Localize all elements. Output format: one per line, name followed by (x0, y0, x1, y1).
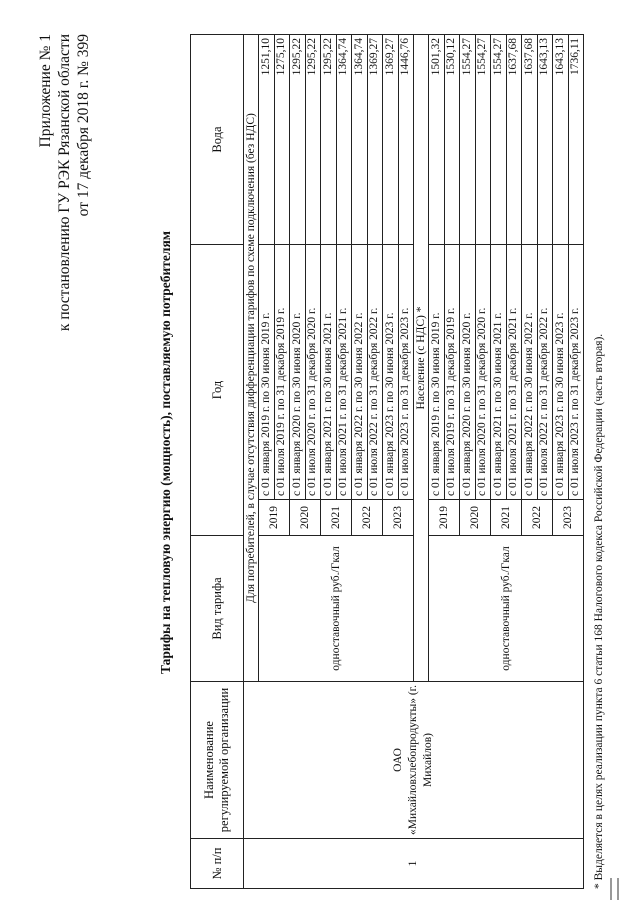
year-cell: 2019 (429, 500, 460, 536)
column-header: Вид тарифа (191, 536, 244, 682)
tariff-value: 1446,76 (398, 34, 414, 244)
period-cell: с 01 января 2023 г. по 30 июня 2023 г. (553, 244, 569, 499)
tariff-value: 1251,10 (259, 34, 275, 244)
column-header: № п/п (191, 839, 244, 889)
period-cell: с 01 января 2022 г. по 30 июня 2022 г. (522, 244, 538, 499)
year-cell: 2022 (522, 500, 553, 536)
tariff-type: одноставочный руб./Гкал (259, 536, 414, 682)
section-title: Население (с НДС) * (414, 34, 429, 681)
period-cell: с 01 января 2019 г. по 30 июня 2019 г. (429, 244, 445, 499)
year-cell: 2020 (290, 500, 321, 536)
period-cell: с 01 января 2019 г. по 30 июня 2019 г. (259, 244, 275, 499)
tariff-value: 1530,12 (444, 34, 460, 244)
year-cell: 2021 (491, 500, 522, 536)
year-cell: 2019 (259, 500, 290, 536)
period-cell: с 01 июля 2021 г. по 31 декабря 2021 г. (336, 244, 352, 499)
period-cell: с 01 января 2020 г. по 30 июня 2020 г. (460, 244, 476, 499)
year-cell: 2021 (321, 500, 352, 536)
period-cell: с 01 июля 2020 г. по 31 декабря 2020 г. (305, 244, 321, 499)
tariff-value: 1369,27 (383, 34, 399, 244)
period-cell: с 01 июля 2023 г. по 31 декабря 2023 г. (398, 244, 414, 499)
tariff-value: 1554,27 (475, 34, 491, 244)
resolution-reference: к постановлению ГУ РЭК Рязанской области (56, 34, 73, 332)
tariff-value: 1643,13 (537, 34, 553, 244)
column-header: Наименование регулируемой организации (191, 682, 244, 839)
tariff-type: одноставочный руб./Гкал (429, 536, 584, 682)
tariff-value: 1364,74 (352, 34, 368, 244)
period-cell: с 01 января 2021 г. по 30 июня 2021 г. (491, 244, 507, 499)
tariff-value: 1295,22 (321, 34, 337, 244)
section-header-row (244, 34, 259, 888)
table-body (244, 34, 584, 888)
tariff-value: 1643,13 (553, 34, 569, 244)
organization-name: ОАО «Михайловхлебопродукты» (г. Михайлов) (244, 682, 584, 839)
tariff-value: 1736,11 (568, 34, 584, 244)
tariff-value: 1501,32 (429, 34, 445, 244)
tariff-value: 1637,68 (522, 34, 538, 244)
footnote: * Выделяется в целях реализации пункта 6 статьи 168 Налогового кодекса Российской Федерации (часть вторая). (593, 333, 605, 889)
tariff-value: 1364,74 (336, 34, 352, 244)
period-cell: с 01 июля 2021 г. по 31 декабря 2021 г. (506, 244, 522, 499)
period-cell: с 01 июля 2020 г. по 31 декабря 2020 г. (475, 244, 491, 499)
page-mark (610, 878, 619, 900)
year-cell: 2022 (352, 500, 383, 536)
year-cell: 2023 (383, 500, 414, 536)
tariff-value: 1295,22 (290, 34, 306, 244)
period-cell: с 01 января 2021 г. по 30 июня 2021 г. (321, 244, 337, 499)
column-header: Год (191, 244, 244, 535)
period-cell: с 01 июля 2022 г. по 31 декабря 2022 г. (367, 244, 383, 499)
section-title: Для потребителей, в случае отсутствия дифференциации тарифов по схеме подключения (без НДС) (244, 34, 259, 681)
period-cell: с 01 июля 2019 г. по 31 декабря 2019 г. (444, 244, 460, 499)
period-cell: с 01 июля 2023 г. по 31 декабря 2023 г. (568, 244, 584, 499)
row-number: 1 (244, 839, 584, 889)
resolution-date: от 17 декабря 2018 г. № 399 (75, 34, 92, 217)
period-cell: с 01 января 2022 г. по 30 июня 2022 г. (352, 244, 368, 499)
period-cell: с 01 июля 2022 г. по 31 декабря 2022 г. (537, 244, 553, 499)
tariff-value: 1275,10 (274, 34, 290, 244)
table-header-row (191, 34, 244, 888)
tariff-value: 1554,27 (460, 34, 476, 244)
column-header: Вода (191, 34, 244, 244)
period-cell: с 01 января 2020 г. по 30 июня 2020 г. (290, 244, 306, 499)
appendix-number: Приложение № 1 (37, 34, 54, 148)
period-cell: с 01 января 2023 г. по 30 июня 2023 г. (383, 244, 399, 499)
tariff-value: 1554,27 (491, 34, 507, 244)
tariff-value: 1295,22 (305, 34, 321, 244)
year-cell: 2023 (553, 500, 584, 536)
tariff-value: 1369,27 (367, 34, 383, 244)
appendix-header (36, 34, 93, 331)
period-cell: с 01 июля 2019 г. по 31 декабря 2019 г. (274, 244, 290, 499)
tariff-value: 1637,68 (506, 34, 522, 244)
year-cell: 2020 (460, 500, 491, 536)
document-title: Тарифы на тепловую энергию (мощность), поставляемую потребителям (158, 231, 173, 674)
tariff-table (190, 34, 584, 889)
